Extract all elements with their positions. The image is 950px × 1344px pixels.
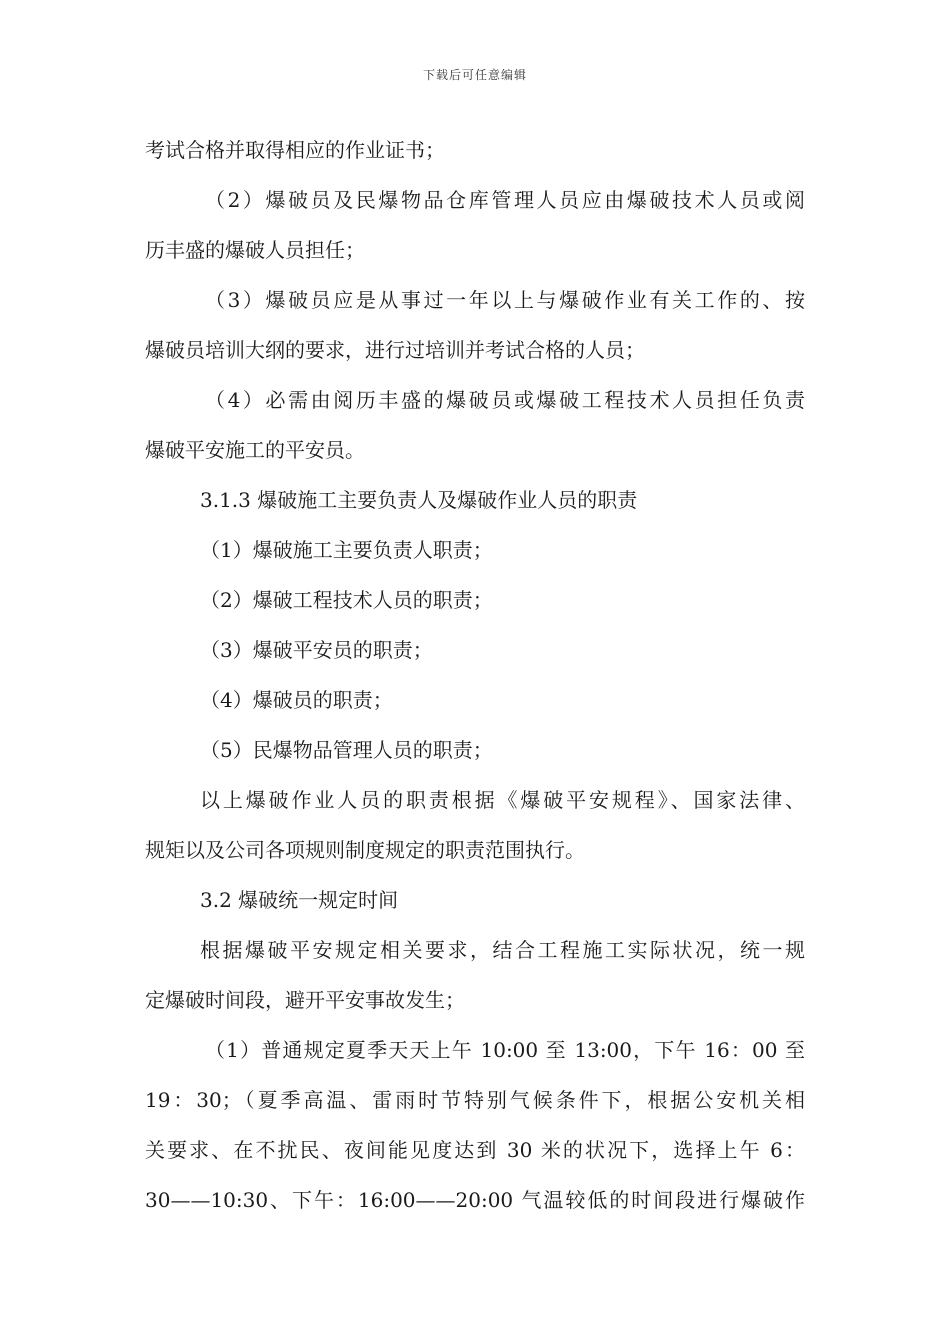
body-line: 规矩以及公司各项规则制度规定的职责范围执行。	[145, 838, 585, 862]
body-line: （1）普通规定夏季天天上午 10:00 至 13:00，下午 16：00 至	[205, 1038, 805, 1062]
body-line: （2）爆破员及民爆物品仓库管理人员应由爆破技术人员或阅	[205, 188, 805, 212]
list-item: （4）爆破员的职责；	[200, 688, 393, 712]
list-item: （5）民爆物品管理人员的职责；	[200, 738, 493, 762]
body-line: 定爆破时间段，避开平安事故发生；	[145, 988, 465, 1012]
body-line: 根据爆破平安规定相关要求，结合工程施工实际状况，统一规	[200, 938, 805, 962]
body-line: 以上爆破作业人员的职责根据《爆破平安规程》、国家法律、	[200, 788, 805, 812]
body-line: 爆破员培训大纲的要求，进行过培训并考试合格的人员；	[145, 338, 645, 362]
body-line: 考试合格并取得相应的作业证书；	[145, 138, 445, 162]
body-line: （3）爆破员应是从事过一年以上与爆破作业有关工作的、按	[205, 288, 805, 312]
body-line: 爆破平安施工的平安员。	[145, 438, 365, 462]
list-item: （2）爆破工程技术人员的职责；	[200, 588, 493, 612]
section-heading: 3.2 爆破统一规定时间	[200, 888, 399, 912]
list-item: （1）爆破施工主要负责人职责；	[200, 538, 493, 562]
list-item: （3）爆破平安员的职责；	[200, 638, 433, 662]
body-line: 历丰盛的爆破人员担任；	[145, 238, 365, 262]
body-line: 19：30；（夏季高温、雷雨时节特别气候条件下，根据公安机关相	[145, 1088, 805, 1112]
page-header: 下载后可任意编辑	[422, 68, 527, 82]
section-heading: 3.1.3 爆破施工主要负责人及爆破作业人员的职责	[200, 488, 638, 512]
body-line: （4）必需由阅历丰盛的爆破员或爆破工程技术人员担任负责	[205, 388, 805, 412]
body-line: 30——10:30、下午：16:00——20:00 气温较低的时间段进行爆破作	[145, 1188, 805, 1212]
body-line: 关要求、在不扰民、夜间能见度达到 30 米的状况下，选择上午 6：	[145, 1138, 805, 1162]
